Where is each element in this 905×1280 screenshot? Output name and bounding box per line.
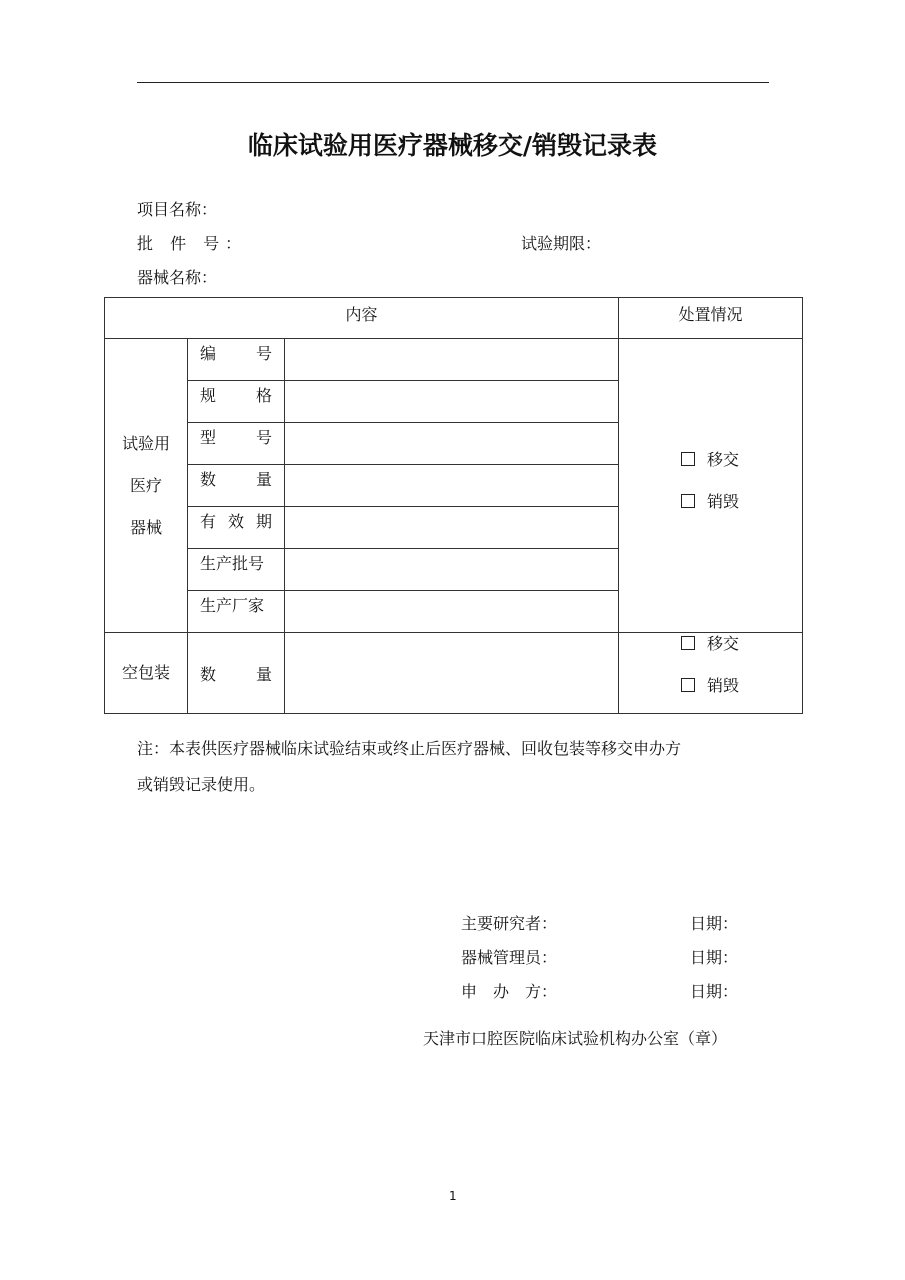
note-line-1: 注：本表供医疗器械临床试验结束或终止后医疗器械、回收包装等移交申办方 xyxy=(137,739,682,758)
serial-number-cell[interactable] xyxy=(285,339,619,381)
transfer-option[interactable]: 移交 xyxy=(681,439,802,481)
serial-number-label: 编 号 xyxy=(188,339,285,381)
sponsor-date-label: 日期： xyxy=(690,982,739,1001)
device-manager-label: 器械管理员： xyxy=(461,948,558,967)
checkbox-icon[interactable] xyxy=(681,636,695,650)
specification-cell[interactable] xyxy=(285,381,619,423)
page-number: 1 xyxy=(449,1189,457,1203)
expiry-cell[interactable] xyxy=(285,507,619,549)
device-group-label: 试验用 医疗 器械 xyxy=(105,339,188,633)
device-name-label: 器械名称： xyxy=(137,268,218,287)
batch-number-cell[interactable] xyxy=(285,549,619,591)
trial-period-label: 试验期限： xyxy=(521,234,602,253)
device-manager-date-label: 日期： xyxy=(690,948,739,967)
checkbox-icon[interactable] xyxy=(681,678,695,692)
organization-stamp-line: 天津市口腔医院临床试验机构办公室（章） xyxy=(423,1029,728,1048)
checkbox-icon[interactable] xyxy=(681,494,695,508)
specification-label: 规 格 xyxy=(188,381,285,423)
quantity-label: 数 量 xyxy=(188,465,285,507)
investigator-label: 主要研究者： xyxy=(461,914,558,933)
checkbox-icon[interactable] xyxy=(681,452,695,466)
packaging-quantity-cell[interactable] xyxy=(285,633,619,714)
header-rule xyxy=(137,82,769,83)
packaging-disposal-cell xyxy=(619,633,803,714)
model-cell[interactable] xyxy=(285,423,619,465)
destroy-option[interactable]: 销毁 xyxy=(681,481,802,523)
model-label: 型 号 xyxy=(188,423,285,465)
packaging-destroy-option[interactable]: 销毁 xyxy=(681,665,802,707)
disposal-header: 处置情况 xyxy=(619,298,803,339)
batch-number-label: 生产批号 xyxy=(188,549,285,591)
investigator-date-label: 日期： xyxy=(690,914,739,933)
content-header: 内容 xyxy=(105,298,619,339)
sponsor-label: 申 办 方： xyxy=(461,982,558,1001)
record-table xyxy=(104,297,803,714)
packaging-transfer-option[interactable]: 移交 xyxy=(681,623,802,665)
project-name-label: 项目名称： xyxy=(137,200,218,219)
manufacturer-label: 生产厂家 xyxy=(188,591,285,633)
expiry-label: 有 效 期 xyxy=(188,507,285,549)
quantity-cell[interactable] xyxy=(285,465,619,507)
note-line-2: 或销毁记录使用。 xyxy=(137,775,266,794)
packaging-quantity-label: 数 量 xyxy=(188,633,285,714)
manufacturer-cell[interactable] xyxy=(285,591,619,633)
page-title: 临床试验用医疗器械移交/销毁记录表 xyxy=(247,131,658,160)
approval-number-label: 批 件 号： xyxy=(137,234,248,253)
packaging-group-label: 空包装 xyxy=(105,633,188,714)
device-disposal-cell xyxy=(619,339,803,633)
